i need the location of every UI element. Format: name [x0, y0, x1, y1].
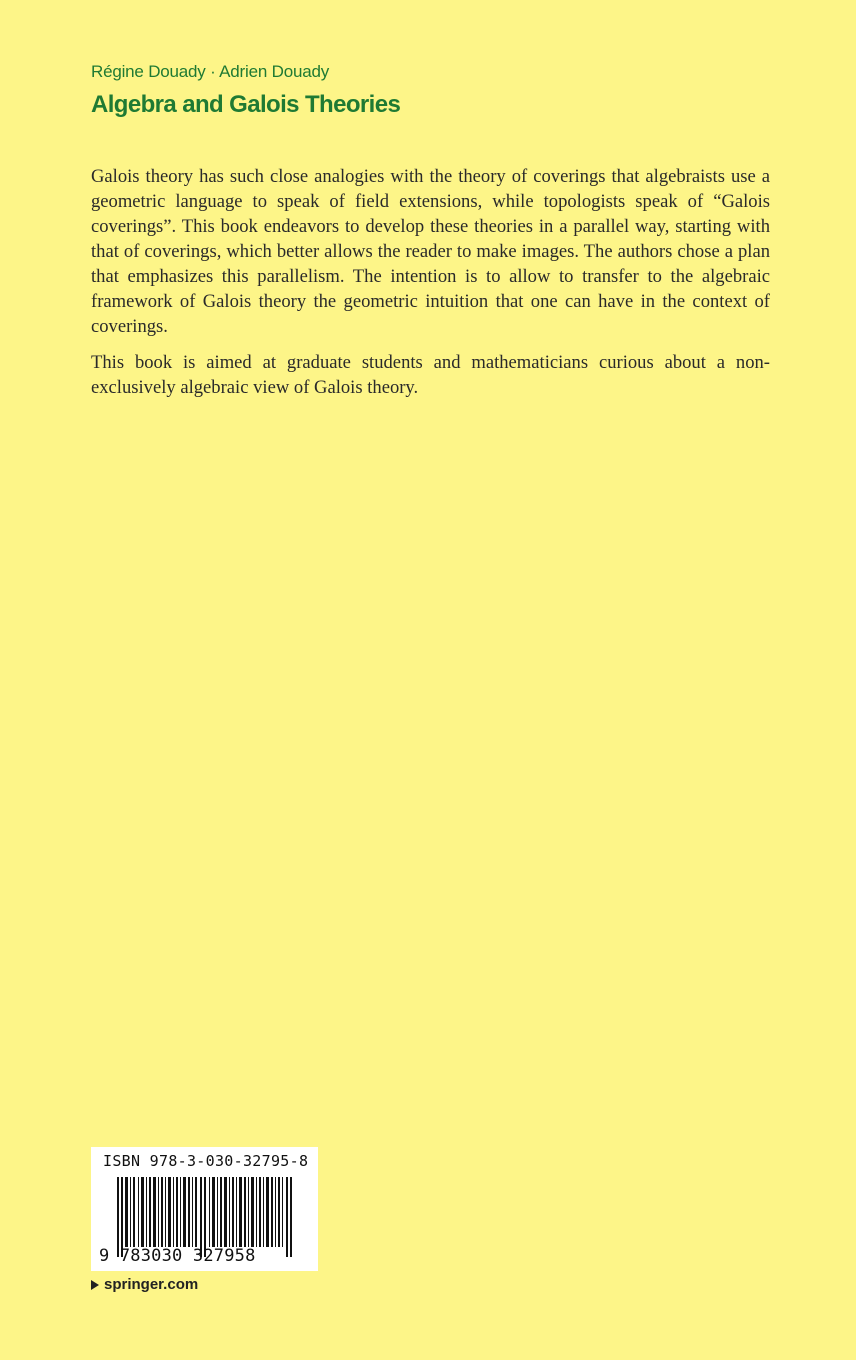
book-title: Algebra and Galois Theories — [91, 91, 401, 118]
play-arrow-icon — [91, 1280, 99, 1290]
barcode-box — [91, 1147, 318, 1271]
isbn-text: ISBN 978-3-030-32795-8 — [103, 1152, 309, 1170]
springer-link[interactable] — [91, 1276, 198, 1293]
blurb — [91, 164, 770, 411]
springer-link-label: springer.com — [104, 1276, 199, 1293]
barcode-digits: 9 783030 327958 — [99, 1246, 256, 1266]
author-line: Régine Douady · Adrien Douady — [91, 62, 330, 81]
blurb-paragraph: Galois theory has such close analogies with the theory of coverings that algebraists use a geometric language to speak of field extensions, while topologists speak of “Galois coverings”. This book endeavors to develop these theories in a parallel way, starting with that of coverings, which better allows the reader to make images. The authors chose a plan that emphasizes this parallelism. The intention is to allow to transfer to the algebraic framework of Galois theory the geometric intuition that one can have in the context of coverings. — [91, 166, 770, 337]
blurb-paragraph: This book is aimed at graduate students and mathematicians curious about a non-exclusively algebraic view of Galois theory. — [91, 352, 770, 398]
